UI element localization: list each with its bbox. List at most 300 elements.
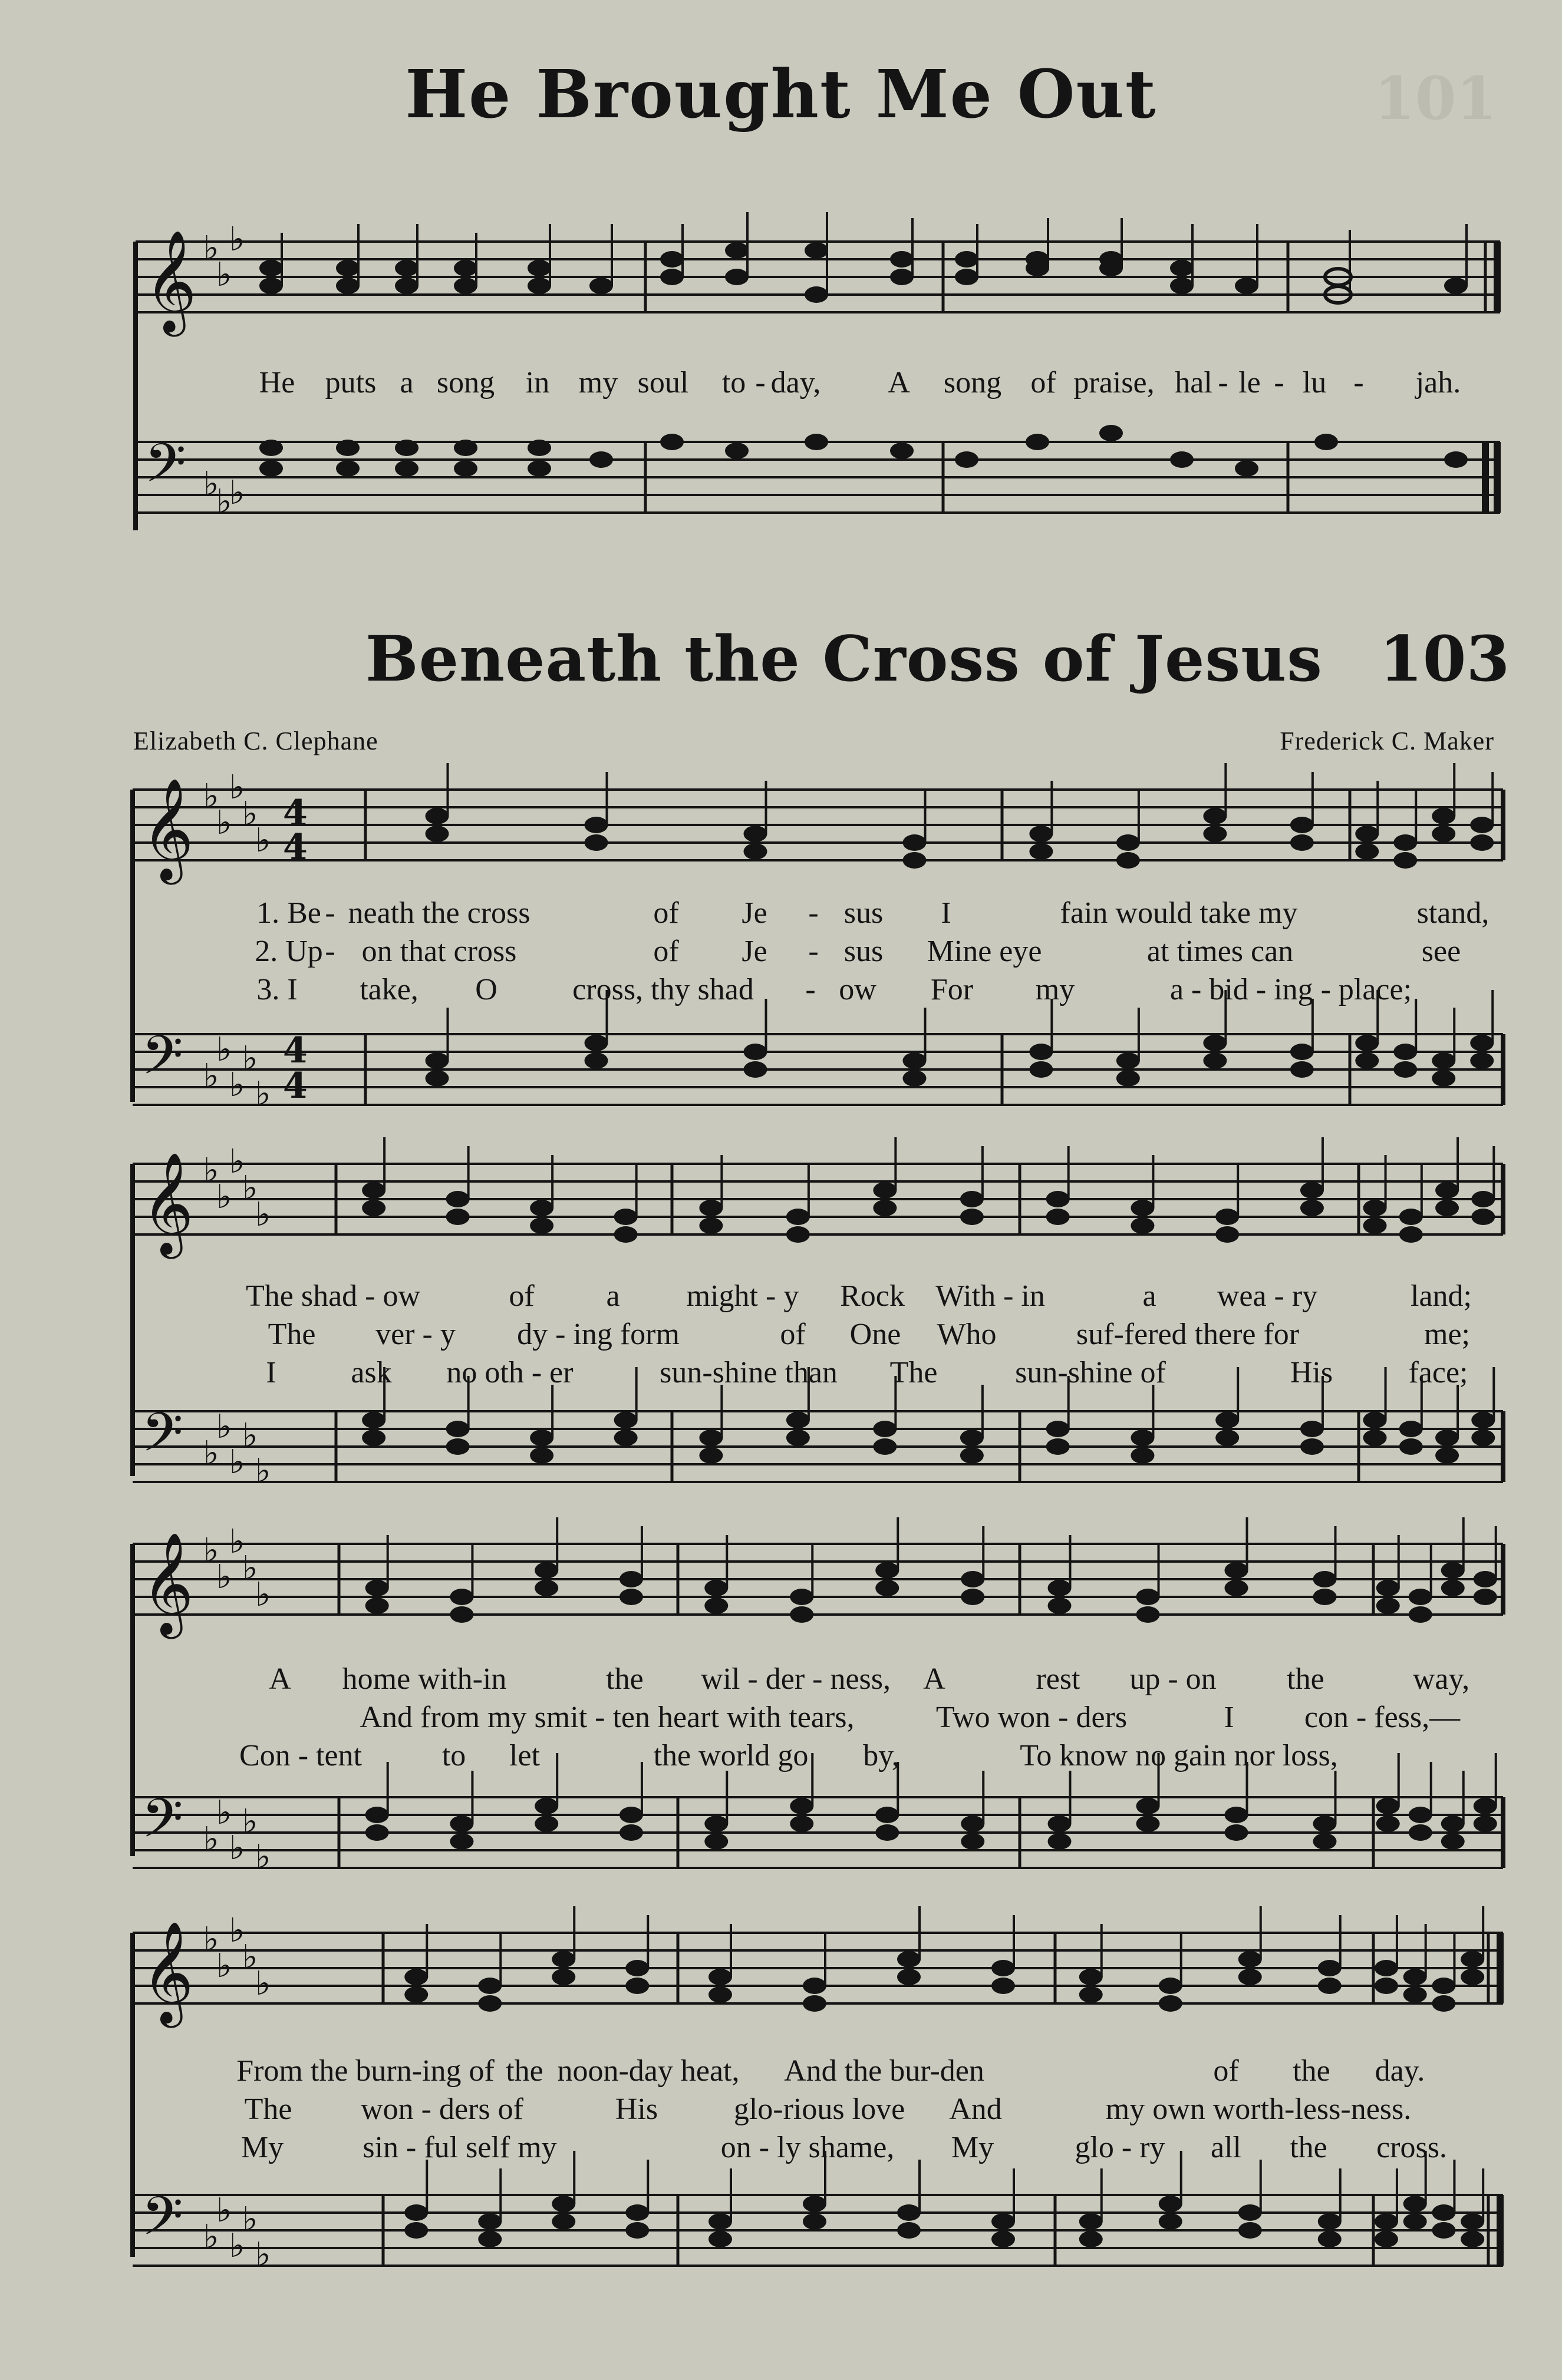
flat-accidental: ♭ xyxy=(242,1938,258,1976)
svg-text:𝄞: 𝄞 xyxy=(141,778,194,880)
notehead xyxy=(1403,1969,1427,1985)
notehead xyxy=(1048,1597,1072,1614)
notehead xyxy=(897,2204,921,2221)
notehead xyxy=(1313,1815,1337,1832)
notehead xyxy=(1432,1070,1455,1087)
notehead xyxy=(1300,1182,1324,1199)
notehead xyxy=(897,2222,921,2239)
notehead xyxy=(1131,1217,1154,1234)
notehead xyxy=(1470,1035,1494,1051)
notehead xyxy=(1470,817,1494,833)
notehead xyxy=(1461,2213,1484,2230)
notehead xyxy=(1046,1209,1070,1225)
notehead xyxy=(1203,826,1227,842)
previous-hymn-lyrics: He puts a song in my soul to - day, A song of praise, hal - le - lu - jah. xyxy=(259,366,1461,400)
notehead xyxy=(446,1421,470,1437)
flat-accidental: ♭ xyxy=(203,1531,219,1570)
notehead xyxy=(1318,1978,1342,1994)
notehead xyxy=(1409,1824,1432,1841)
notehead xyxy=(744,843,767,860)
flat-accidental: ♭ xyxy=(229,474,245,512)
notehead xyxy=(614,1412,638,1428)
notehead xyxy=(535,1815,558,1832)
svg-text:𝄢: 𝄢 xyxy=(141,1024,183,1100)
notehead xyxy=(744,1044,767,1060)
notehead xyxy=(744,826,767,842)
notehead xyxy=(875,1562,899,1579)
flat-accidental: ♭ xyxy=(229,1066,245,1104)
notehead xyxy=(1046,1421,1070,1437)
notehead xyxy=(1363,1217,1387,1234)
notehead xyxy=(362,1430,385,1446)
notehead xyxy=(552,1951,575,1968)
verse-3-line-2: I ask no oth - er sun-shine than The sun-shine of His face; xyxy=(266,1356,1468,1389)
notehead xyxy=(903,1052,927,1069)
bleed-through-page-number: 101 xyxy=(1374,64,1497,133)
notehead xyxy=(1203,1052,1227,1069)
notehead xyxy=(1461,2231,1484,2247)
notehead xyxy=(1474,1815,1497,1832)
notehead xyxy=(619,1571,643,1587)
flat-accidental: ♭ xyxy=(242,1417,258,1455)
notehead xyxy=(1029,826,1053,842)
flat-accidental: ♭ xyxy=(242,1549,258,1587)
notehead xyxy=(1079,1969,1103,1985)
notehead xyxy=(1363,1430,1387,1446)
notehead xyxy=(991,1960,1015,1976)
notehead xyxy=(585,1035,608,1051)
flat-accidental: ♭ xyxy=(203,1820,219,1859)
treble-staff-previous xyxy=(0,220,1562,332)
notehead xyxy=(1048,1833,1072,1850)
notehead xyxy=(1290,817,1314,833)
svg-text:4: 4 xyxy=(283,827,308,868)
flat-accidental: ♭ xyxy=(229,1829,245,1867)
notehead xyxy=(1136,1815,1160,1832)
verse-2-line-4: The won - ders of His glo-rious love And my own worth-less-ness. xyxy=(244,2092,1412,2126)
notehead xyxy=(1471,1191,1495,1207)
notehead xyxy=(1300,1421,1324,1437)
notehead xyxy=(1432,2222,1455,2239)
notehead xyxy=(1432,1052,1455,1069)
notehead xyxy=(1238,1951,1262,1968)
notehead xyxy=(1403,1986,1427,2003)
notehead xyxy=(1215,1412,1239,1428)
notehead xyxy=(875,1807,899,1823)
notehead xyxy=(897,1951,921,1968)
notehead xyxy=(530,1217,553,1234)
notehead xyxy=(446,1191,470,1207)
verse-2-line-2: The ver - y dy - ing form of One Who suf-fered there for me; xyxy=(268,1318,1470,1351)
notehead xyxy=(1432,1995,1455,2012)
notehead xyxy=(450,1815,473,1832)
notehead xyxy=(1435,1447,1459,1464)
notehead xyxy=(1136,1606,1160,1623)
notehead xyxy=(1116,1052,1140,1069)
notehead xyxy=(446,1209,470,1225)
notehead xyxy=(1376,1815,1400,1832)
flat-accidental: ♭ xyxy=(203,2218,219,2256)
treble-staff-system-3 xyxy=(0,1523,1562,1635)
notehead xyxy=(708,1969,732,1985)
notehead xyxy=(699,1447,723,1464)
flat-accidental: ♭ xyxy=(229,1143,245,1181)
previous-hymn-title: He Brought Me Out xyxy=(405,56,1157,133)
notehead xyxy=(699,1200,723,1216)
notehead xyxy=(1290,1044,1314,1060)
notehead xyxy=(1432,808,1455,824)
treble-staff-system-4 xyxy=(0,1912,1562,2024)
notehead xyxy=(1048,1580,1072,1596)
notehead xyxy=(450,1606,473,1623)
notehead xyxy=(362,1412,385,1428)
notehead xyxy=(530,1447,553,1464)
bass-staff-system-4 xyxy=(0,2185,1562,2283)
flat-accidental: ♭ xyxy=(255,1838,271,1876)
notehead xyxy=(1471,1430,1495,1446)
notehead xyxy=(1375,2213,1398,2230)
notehead xyxy=(1159,1978,1182,1994)
notehead xyxy=(704,1597,728,1614)
notehead xyxy=(1318,2231,1342,2247)
notehead xyxy=(873,1421,897,1437)
svg-text:𝄢: 𝄢 xyxy=(141,1787,183,1863)
flat-accidental: ♭ xyxy=(216,483,232,521)
notehead xyxy=(478,1995,502,2012)
flat-accidental: ♭ xyxy=(255,2236,271,2274)
flat-accidental: ♭ xyxy=(216,804,232,842)
flat-accidental: ♭ xyxy=(203,777,219,816)
notehead xyxy=(362,1200,385,1216)
notehead xyxy=(1474,1571,1497,1587)
flat-accidental: ♭ xyxy=(203,229,219,268)
svg-text:𝄞: 𝄞 xyxy=(141,1921,194,2024)
notehead xyxy=(1435,1182,1459,1199)
flat-accidental: ♭ xyxy=(242,2200,258,2239)
notehead xyxy=(446,1438,470,1455)
notehead xyxy=(1159,1995,1182,2012)
notehead xyxy=(1290,1061,1314,1078)
flat-accidental: ♭ xyxy=(216,1031,232,1069)
flat-accidental: ♭ xyxy=(229,1523,245,1561)
notehead xyxy=(961,1571,984,1587)
notehead xyxy=(1046,1191,1070,1207)
notehead xyxy=(699,1430,723,1446)
flat-accidental: ♭ xyxy=(229,1912,245,1950)
notehead xyxy=(1363,1200,1387,1216)
notehead xyxy=(790,1815,813,1832)
verse-2-line-3: And from my smit - ten heart with tears, Two won - ders I con - fess,— xyxy=(360,1701,1461,1734)
verse-3-line-3: Con - tent to let the world go by, To know no gain nor loss, xyxy=(239,1739,1338,1772)
bass-staff-previous xyxy=(0,432,1562,530)
notehead xyxy=(790,1606,813,1623)
treble-staff-system-2 xyxy=(0,1143,1562,1255)
notehead xyxy=(1432,1978,1455,1994)
notehead xyxy=(1116,852,1140,869)
notehead xyxy=(1375,1978,1398,1994)
notehead xyxy=(1029,843,1053,860)
flat-accidental: ♭ xyxy=(203,1434,219,1473)
notehead xyxy=(1399,1209,1423,1225)
notehead xyxy=(1474,1589,1497,1605)
notehead xyxy=(365,1824,389,1841)
notehead xyxy=(1461,1969,1484,1985)
notehead xyxy=(1079,2213,1103,2230)
notehead xyxy=(1409,1589,1432,1605)
verse-3-line-1: 3. I take, O cross, thy shad - ow For my a - bid - ing - place; xyxy=(256,973,1412,1006)
bass-staff-system-1 xyxy=(0,1024,1562,1123)
svg-text:𝄢: 𝄢 xyxy=(141,2185,183,2260)
flat-accidental: ♭ xyxy=(203,1057,219,1095)
notehead xyxy=(1399,1226,1423,1243)
notehead xyxy=(530,1430,553,1446)
notehead xyxy=(619,1589,643,1605)
bass-staff-system-2 xyxy=(0,1401,1562,1500)
notehead xyxy=(614,1430,638,1446)
notehead xyxy=(960,1430,984,1446)
notehead xyxy=(1159,2196,1182,2212)
notehead xyxy=(1393,852,1417,869)
notehead xyxy=(1079,2231,1103,2247)
svg-text:4: 4 xyxy=(283,1065,308,1107)
notehead xyxy=(1393,1061,1417,1078)
notehead xyxy=(790,1798,813,1814)
flat-accidental: ♭ xyxy=(229,1443,245,1481)
notehead xyxy=(960,1191,984,1207)
notehead xyxy=(1376,1580,1400,1596)
notehead xyxy=(1376,1597,1400,1614)
notehead xyxy=(1215,1209,1239,1225)
hymn-title: Beneath the Cross of Jesus xyxy=(365,622,1323,695)
notehead xyxy=(1409,1606,1432,1623)
notehead xyxy=(1432,2204,1455,2221)
notehead xyxy=(1131,1447,1154,1464)
flat-accidental: ♭ xyxy=(255,821,271,860)
notehead xyxy=(704,1580,728,1596)
notehead xyxy=(478,2231,502,2247)
notehead xyxy=(535,1580,558,1596)
author-credit: Elizabeth C. Clephane xyxy=(133,727,378,755)
flat-accidental: ♭ xyxy=(255,1452,271,1490)
flat-accidental: ♭ xyxy=(255,1965,271,2003)
flat-accidental: ♭ xyxy=(216,1794,232,1832)
notehead xyxy=(1313,1571,1337,1587)
notehead xyxy=(1441,1580,1465,1596)
notehead xyxy=(552,2196,575,2212)
notehead xyxy=(450,1589,473,1605)
notehead xyxy=(873,1182,897,1199)
notehead xyxy=(1375,1960,1398,1976)
composer-credit: Frederick C. Maker xyxy=(1280,727,1494,755)
flat-accidental: ♭ xyxy=(255,1075,271,1113)
notehead xyxy=(873,1438,897,1455)
notehead xyxy=(365,1597,389,1614)
notehead xyxy=(585,834,608,851)
notehead xyxy=(961,1589,984,1605)
notehead xyxy=(404,2222,428,2239)
notehead xyxy=(625,1978,649,1994)
notehead xyxy=(961,1815,984,1832)
notehead xyxy=(786,1412,810,1428)
notehead xyxy=(1471,1412,1495,1428)
notehead xyxy=(803,1978,826,1994)
flat-accidental: ♭ xyxy=(229,768,245,807)
notehead xyxy=(786,1430,810,1446)
notehead xyxy=(1290,834,1314,851)
notehead xyxy=(1238,1969,1262,1985)
notehead xyxy=(803,2213,826,2230)
notehead xyxy=(708,1986,732,2003)
notehead xyxy=(1318,2213,1342,2230)
notehead xyxy=(803,1995,826,2012)
notehead xyxy=(1300,1200,1324,1216)
notehead xyxy=(1474,1798,1497,1814)
notehead xyxy=(1313,1589,1337,1605)
notehead xyxy=(1131,1430,1154,1446)
svg-text:𝄞: 𝄞 xyxy=(144,230,197,332)
flat-accidental: ♭ xyxy=(203,465,219,503)
notehead xyxy=(1131,1200,1154,1216)
flat-accidental: ♭ xyxy=(242,1169,258,1207)
verse-3-line-4: My sin - ful self my on - ly shame, My glo - ry all the cross. xyxy=(240,2131,1447,2164)
notehead xyxy=(365,1807,389,1823)
notehead xyxy=(1461,1951,1484,1968)
notehead xyxy=(960,1447,984,1464)
notehead xyxy=(991,2231,1015,2247)
notehead xyxy=(1355,843,1379,860)
flat-accidental: ♭ xyxy=(242,1803,258,1841)
hymn-number: 103 xyxy=(1379,622,1510,695)
notehead xyxy=(1363,1412,1387,1428)
notehead xyxy=(903,1070,927,1087)
notehead xyxy=(552,2213,575,2230)
notehead xyxy=(1403,2213,1427,2230)
notehead xyxy=(1079,1986,1103,2003)
notehead xyxy=(1432,826,1455,842)
notehead xyxy=(704,1815,728,1832)
bass-staff-system-3 xyxy=(0,1787,1562,1886)
notehead xyxy=(625,2204,649,2221)
notehead xyxy=(708,2213,732,2230)
notehead xyxy=(1048,1815,1072,1832)
notehead xyxy=(991,1978,1015,1994)
notehead xyxy=(1215,1226,1239,1243)
notehead xyxy=(1225,1562,1248,1579)
notehead xyxy=(1203,1035,1227,1051)
notehead xyxy=(1435,1200,1459,1216)
flat-accidental: ♭ xyxy=(255,1576,271,1614)
notehead xyxy=(1159,2213,1182,2230)
notehead xyxy=(1116,1070,1140,1087)
notehead xyxy=(426,1070,449,1087)
treble-staff-system-1 xyxy=(0,768,1562,880)
svg-text:𝄞: 𝄞 xyxy=(141,1532,194,1635)
svg-text:𝄢: 𝄢 xyxy=(144,432,186,507)
notehead xyxy=(1409,1807,1432,1823)
notehead xyxy=(790,1589,813,1605)
notehead xyxy=(1375,2231,1398,2247)
notehead xyxy=(426,826,449,842)
notehead xyxy=(1225,1580,1248,1596)
verse-2-line-1: 2. Up - on that cross of Je - sus Mine eye at times can see xyxy=(255,935,1461,968)
notehead xyxy=(1238,2222,1262,2239)
flat-accidental: ♭ xyxy=(216,2191,232,2230)
notehead xyxy=(404,1969,428,1985)
notehead xyxy=(619,1824,643,1841)
verse-1-line-1: 1. Be - neath the cross of Je - sus I fain would take my stand, xyxy=(256,896,1489,930)
notehead xyxy=(1203,808,1227,824)
notehead xyxy=(585,817,608,833)
notehead xyxy=(478,1978,502,1994)
notehead xyxy=(903,852,927,869)
notehead xyxy=(1029,1044,1053,1060)
notehead xyxy=(478,2213,502,2230)
notehead xyxy=(585,1052,608,1069)
notehead xyxy=(744,1061,767,1078)
notehead xyxy=(961,1833,984,1850)
notehead xyxy=(897,1969,921,1985)
notehead xyxy=(530,1200,553,1216)
notehead xyxy=(708,2231,732,2247)
verse-1-line-3: A home with-in the wil - der - ness, A rest up - on the way, xyxy=(269,1662,1470,1696)
notehead xyxy=(426,1052,449,1069)
notehead xyxy=(704,1833,728,1850)
notehead xyxy=(552,1969,575,1985)
notehead xyxy=(1441,1562,1465,1579)
notehead xyxy=(1435,1430,1459,1446)
verse-1-line-2: The shad - ow of a might - y Rock With - in a wea - ry land; xyxy=(245,1279,1472,1313)
notehead xyxy=(1470,1052,1494,1069)
notehead xyxy=(903,834,927,851)
notehead xyxy=(1318,1960,1342,1976)
flat-accidental: ♭ xyxy=(216,1558,232,1596)
flat-accidental: ♭ xyxy=(216,1178,232,1216)
notehead xyxy=(1136,1798,1160,1814)
notehead xyxy=(1441,1815,1465,1832)
notehead xyxy=(1215,1430,1239,1446)
notehead xyxy=(1355,826,1379,842)
notehead xyxy=(404,2204,428,2221)
notehead xyxy=(1471,1209,1495,1225)
notehead xyxy=(786,1209,810,1225)
flat-accidental: ♭ xyxy=(216,256,232,294)
notehead xyxy=(875,1580,899,1596)
flat-accidental: ♭ xyxy=(229,220,245,259)
notehead xyxy=(1399,1421,1423,1437)
notehead xyxy=(362,1182,385,1199)
notehead xyxy=(1376,1798,1400,1814)
svg-text:4: 4 xyxy=(283,793,308,834)
notehead xyxy=(625,1960,649,1976)
notehead xyxy=(873,1200,897,1216)
flat-accidental: ♭ xyxy=(242,1039,258,1078)
flat-accidental: ♭ xyxy=(255,1196,271,1234)
notehead xyxy=(365,1580,389,1596)
notehead xyxy=(1403,2196,1427,2212)
notehead xyxy=(1225,1807,1248,1823)
notehead xyxy=(614,1209,638,1225)
notehead xyxy=(426,808,449,824)
flat-accidental: ♭ xyxy=(203,1151,219,1190)
svg-text:4: 4 xyxy=(283,1030,308,1071)
notehead xyxy=(1046,1438,1070,1455)
notehead xyxy=(699,1217,723,1234)
svg-text:𝄞: 𝄞 xyxy=(141,1152,194,1255)
notehead xyxy=(625,2222,649,2239)
notehead xyxy=(875,1824,899,1841)
flat-accidental: ♭ xyxy=(203,1920,219,1959)
notehead xyxy=(1116,834,1140,851)
